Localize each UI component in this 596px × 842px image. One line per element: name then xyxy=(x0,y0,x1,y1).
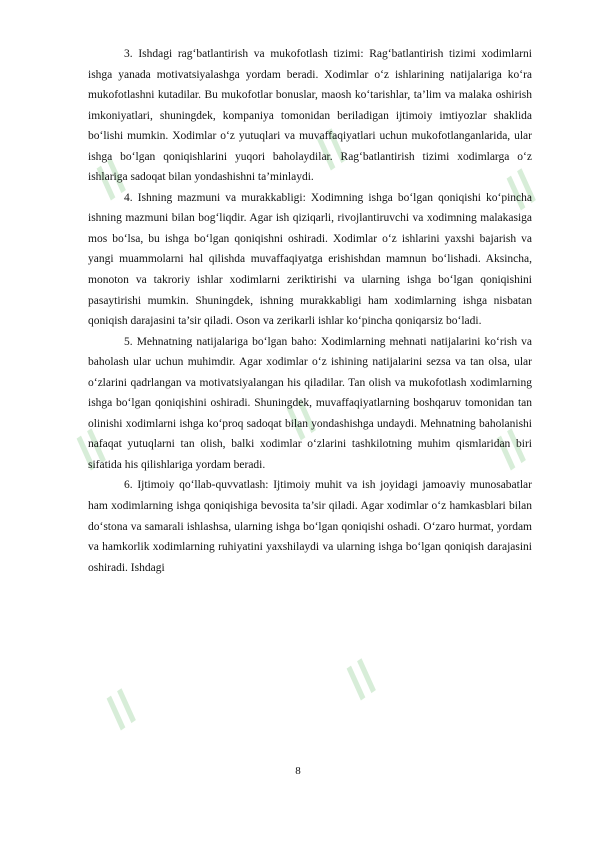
svg-text://: // xyxy=(305,120,357,179)
svg-text://: // xyxy=(65,420,117,479)
paragraph-6: 6. Ijtimoiy qo‘llab-quvvatlash: Ijtimoiy muhit va ish joyidagi jamoaviy munosabatlar ham xodimlarning ishga qoniqishiga bevosita ta’sir qiladi. Agar xodimlar o‘z hamkasblari bilan do‘stona va samarali ishlashsa, ularning ishga bo‘lgan qoniqishi oshadi. O‘zaro hurmat, yordam va hamkorlik xodimlarning ruhiyatini yaxshilaydi va ularning ishga bo‘lgan qoniqish darajasini oshiradi. Ishdagi xyxy=(88,479,532,574)
svg-text://: // xyxy=(485,420,537,479)
svg-text://: // xyxy=(85,150,137,209)
page-number: 8 xyxy=(295,765,301,777)
svg-text://: // xyxy=(95,680,147,739)
paragraph-5: 5. Mehnatning natijalariga bo‘lgan baho: Xodimlarning mehnati natijalarini ko‘rish va baholash ular uchun muhimdir. Agar xodimlar o‘z ishining natijalarini sezsa va tan olsa, ular o‘zlarini qadrlangan va motivatsiyalangan his qiladilar. Tan olish va mukofotlash xodimlarning ishga bo‘lgan qoniqishini oshiradi. Shuningdek, muvaffaqiyatlarning boshqaruv tomonidan tan olinishi xodimlarni ishga ko‘proq sadoqat bilan yondashishga undaydi. Mehnatning baholanishi nafaqat yutuqlarni tan olish, balki xodimlar o‘zlarini tashkilotning muhim qismlaridan biri sifatida his qilishlariga yordam beradi. xyxy=(88,335,532,471)
svg-text://: // xyxy=(275,390,327,449)
paragraph-3: 3. Ishdagi rag‘batlantirish va mukofotlash tizimi: Rag‘batlantirish tizimi xodimlarni ishga yanada motivatsiyalashga yordam beradi. Xodimlar o‘z ishlarining natijalariga ko‘ra mukofotlashni kutadilar. Bu mukofotlar bonuslar, maosh ko‘tarishlar, ta’lim va malaka oshirish imkoniyatlari, shuningdek, kompaniya tomonidan beriladigan ijtimoiy imtiyozlar shaklida bo‘lishi mumkin. Xodimlar o‘z yutuqlari va muvaffaqiyatlari uchun mukofotlanganlarida, ular ishga bo‘lgan qoniqishlarini yuqori baholaydilar. Rag‘batlantirish tizimi xodimlarga o‘z ishlariga sadoqat bilan yondashishni ta’minlaydi. xyxy=(88,48,532,184)
paragraph-4: 4. Ishning mazmuni va murakkabligi: Xodimning ishga bo‘lgan qoniqishi ko‘pincha ishning mazmuni bilan bog‘liqdir. Agar ish qiziqarli, rivojlantiruvchi va xodimning malakasiga mos bo‘lsa, bu ishga bo‘lgan qoniqishni oshiradi. Xodimlar o‘z ishlarini yaxshi bajarish va yangi muammolarni hal qilishda muvaffaqiyatga erishishdan mamnun bo‘lishadi. Aksincha, monoton va takroriy ishlar xodimlarni zeriktirishi va ularning ishga bo‘lgan qoniqishini pasaytirishi mumkin. Shuningdek, ishning murakkabligi ham xodimlarning ishga nisbatan qoniqish darajasini ta’sir qiladi. Oson va zerikarli ishlar ko‘pincha qoniqarsiz bo‘ladi. xyxy=(88,191,532,328)
svg-text://: // xyxy=(495,160,547,219)
document-body xyxy=(85,44,532,578)
svg-text://: // xyxy=(335,650,387,709)
